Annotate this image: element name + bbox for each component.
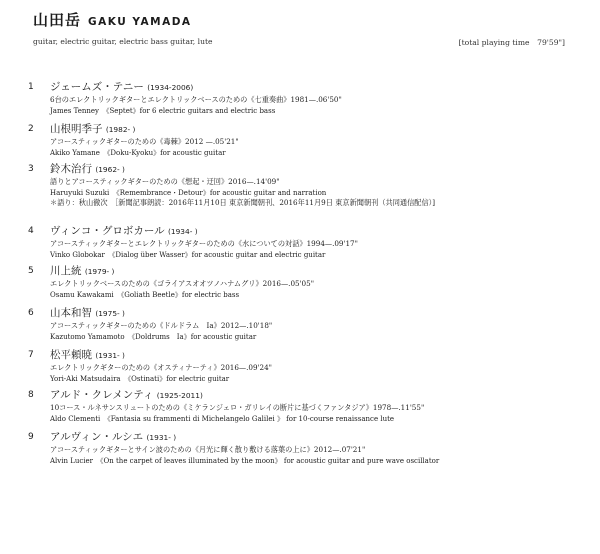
work-title-japanese: 10コース・ルネサンスリュートのための《ミケランジェロ・ガリレイの断片に基づくファンタジア》1978—.11'55" [50,403,425,412]
composer-years: (1962- ) [95,165,125,174]
composer-name: アルド・クレメンティ [50,389,154,401]
work-title-japanese: アコースティックギターのための《毒棘》2012 —.05'21" [50,137,239,146]
work-title-english: Akiko Yamane 《Doku-Kyoku》for acoustic guitar [50,148,226,157]
work-title-japanese: エレクトリックベースのための《ゴライアスオオツノハナムグリ》2016—.05'05" [50,279,315,288]
composer-years: (1925-2011) [156,391,203,400]
work-title-japanese: アコースティックギターとサイン波のための《月光に輝く散り敷ける落葉の上に》2012—.07'21" [50,445,366,454]
composer-name: 山本和智 [50,307,92,319]
composer-line [50,388,424,403]
composer-line [50,430,439,445]
composer-years: (1931- ) [146,433,177,442]
track-number: 6 [28,308,34,318]
artist-name-english: GAKU YAMADA [88,16,192,28]
track-item [28,306,272,342]
composer-name: ヴィンコ・グロボカール [50,225,165,237]
composer-years: (1934- ) [168,227,198,236]
composer-name: 鈴木治行 [50,163,92,175]
composer-line [50,348,272,363]
track-number: 3 [28,164,34,174]
work-title-english: Alvin Lucier 《On the carpet of leaves illuminated by the moon》 for acoustic guitar and pure wave oscillator [50,456,440,465]
composer-name: 松平頼暁 [50,349,92,361]
track-number: 2 [28,124,34,134]
track-item [28,348,272,384]
total-playing-time: [total playing time 79'59"] [458,38,565,47]
composer-line [50,306,272,321]
track-item [28,122,239,158]
work-title-english: James Tenney 《Septet》for 6 electric guitars and electric bass [50,106,276,115]
composer-years: (1931- ) [95,351,125,360]
composer-name: ジェームズ・テニー [50,81,144,93]
work-title-english: Aldo Clementi 《Fantasia su frammenti di Michelangelo Galilei 》 for 10-course renaissance lute [50,414,395,423]
work-title-japanese: アコースティックギターとエレクトリックギターのための《水についての対話》1994—.09'17" [50,239,358,248]
track-number: 7 [28,350,34,360]
composer-years: (1982- ) [105,125,136,134]
composer-line [50,122,239,137]
track-number: 4 [28,226,34,236]
track-item [28,162,435,209]
composer-years: (1979- ) [84,267,115,276]
track-item [28,388,424,424]
track-number: 9 [28,432,34,442]
work-title-english: Osamu Kawakami 《Goliath Beetle》for electric bass [50,290,240,299]
work-title-english: Vinko Globokar 《Dialog über Wasser》for acoustic guitar and electric guitar [50,250,326,259]
track-number: 1 [28,82,34,92]
track-item [28,430,439,466]
composer-name: 山根明季子 [50,123,103,135]
work-title-japanese: エレクトリックギターのための《オスティナーティ》2016—.09'24" [50,363,272,372]
track-item [28,264,314,300]
track-item [28,224,358,260]
work-credit-note: ＊語り：秋山徹次 ［新聞記事朗読：2016年11月10日 東京新聞朝刊、2016年11月9日 東京新聞朝刊（共同通信配信）] [50,198,436,207]
album-header [33,9,573,48]
composer-name: アルヴィン・ルシエ [50,431,144,443]
composer-line [50,80,342,95]
work-title-english: Yori-Aki Matsudaira 《Ostinati》for electric guitar [50,374,230,383]
work-title-english: Kazutomo Yamamoto 《Doldrums Ⅰa》for acoustic guitar [50,332,257,341]
composer-name: 川上統 [50,265,82,277]
track-number: 5 [28,266,34,276]
artist-line [33,9,573,30]
subtitle-line [33,37,573,48]
track-number: 8 [28,390,34,400]
composer-line [50,224,358,239]
track-item [28,80,342,116]
composer-years: (1934-2006) [147,83,194,92]
composer-line [50,162,435,177]
composer-years: (1975- ) [95,309,125,318]
work-title-japanese: アコースティックギターのための《ドルドラム Ⅰa》2012—.10'18" [50,321,273,330]
work-title-japanese: 6台のエレクトリックギターとエレクトリックベースのための《七重奏曲》1981—.06'50" [50,95,342,104]
work-title-japanese: 語りとアコースティックギターのための《想起・迂回》2016—.14'09" [50,177,280,186]
artist-name-japanese: 山田岳 [33,11,82,29]
instrument-list: guitar, electric guitar, electric bass guitar, lute [33,37,213,46]
composer-line [50,264,314,279]
work-title-english: Haruyuki Suzuki 《Remembrance・Detour》for acoustic guitar and narration [50,188,327,197]
